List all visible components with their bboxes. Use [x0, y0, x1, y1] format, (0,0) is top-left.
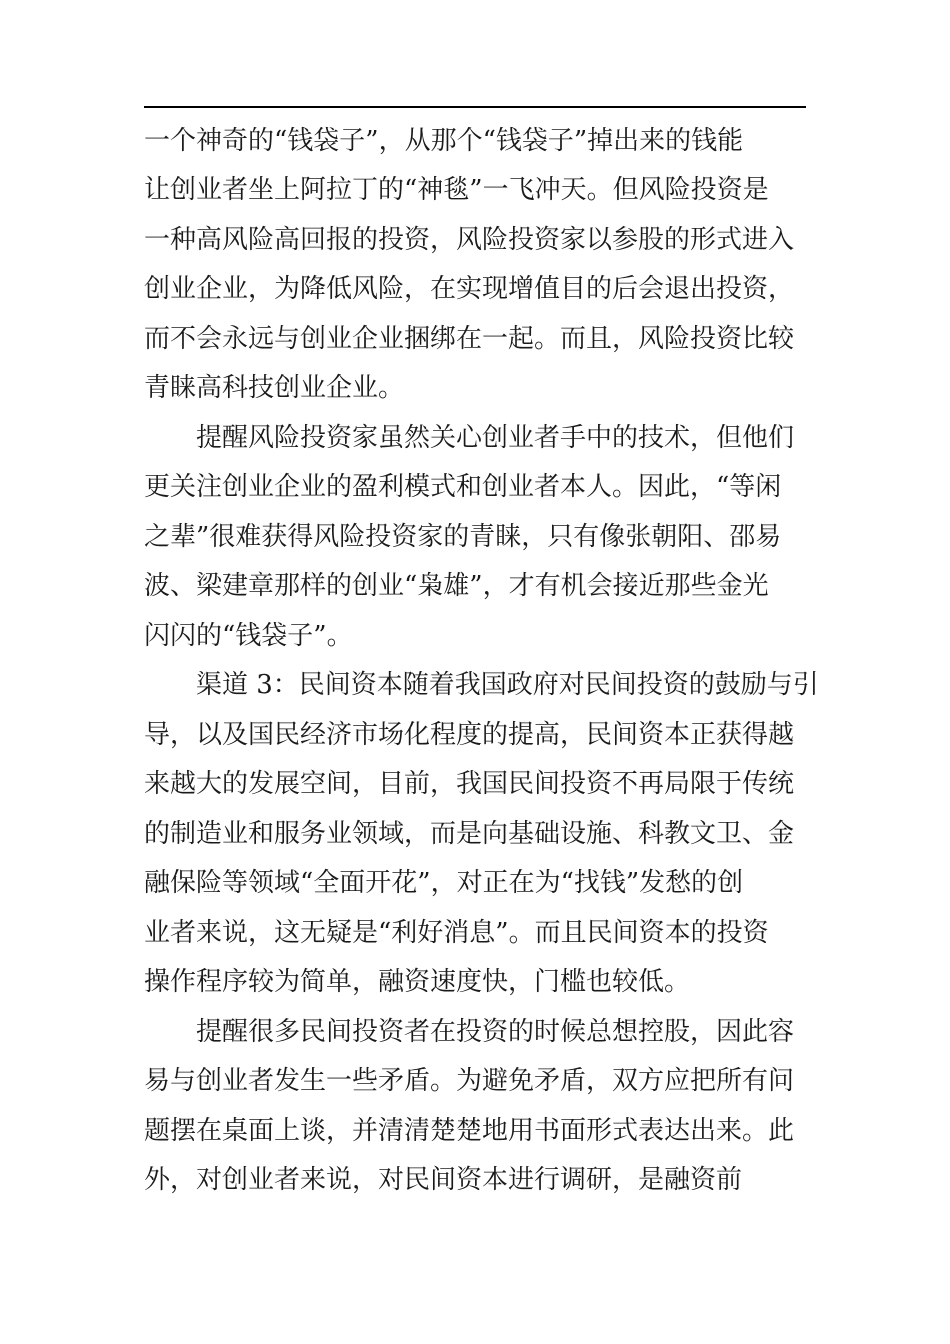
- text-line: 操作程序较为简单，融资速度快，门槛也较低。: [144, 967, 691, 997]
- text-line: 外，对创业者来说，对民间资本进行调研，是融资前: [144, 1165, 743, 1195]
- text-line: 而不会永远与创业企业捆绑在一起。而且，风险投资比较: [144, 324, 795, 354]
- text-line: 题摆在桌面上谈，并清清楚楚地用书面形式表达出来。此: [144, 1116, 795, 1146]
- text-line: 更关注创业企业的盈利模式和创业者本人。因此，“等闲: [144, 472, 782, 502]
- text-line: 易与创业者发生一些矛盾。为避免矛盾，双方应把所有问: [144, 1066, 795, 1096]
- header-rule: [144, 106, 806, 108]
- text-line: 融保险等领域“全面开花”，对正在为“找钱”发愁的创: [144, 868, 744, 898]
- text-line: 渠道 3：民间资本随着我国政府对民间投资的鼓励与引: [144, 670, 819, 700]
- text-line: 之辈”很难获得风险投资家的青睐，只有像张朝阳、邵易: [144, 522, 782, 552]
- text-line: 来越大的发展空间，目前，我国民间投资不再局限于传统: [144, 769, 795, 799]
- text-line: 让创业者坐上阿拉丁的“神毯”一飞冲天。但风险投资是: [144, 175, 769, 205]
- text-line: 波、梁建章那样的创业“枭雄”，才有机会接近那些金光: [144, 571, 769, 601]
- text-line: 导，以及国民经济市场化程度的提高，民间资本正获得越: [144, 720, 795, 750]
- text-line: 的制造业和服务业领域，而是向基础设施、科教文卫、金: [144, 819, 795, 849]
- text-line: 业者来说，这无疑是“利好消息”。而且民间资本的投资: [144, 918, 769, 948]
- text-line: 提醒风险投资家虽然关心创业者手中的技术，但他们: [144, 423, 795, 453]
- text-line: 一个神奇的“钱袋子”，从那个“钱袋子”掉出来的钱能: [144, 126, 744, 156]
- text-line: 创业企业，为降低风险，在实现增值目的后会退出投资，: [144, 274, 795, 304]
- text-line: 一种高风险高回报的投资，风险投资家以参股的形式进入: [144, 225, 795, 255]
- text-line: 青睐高科技创业企业。: [144, 373, 405, 403]
- text-line: 闪闪的“钱袋子”。: [144, 621, 353, 651]
- text-line: 提醒很多民间投资者在投资的时候总想控股，因此容: [144, 1017, 795, 1047]
